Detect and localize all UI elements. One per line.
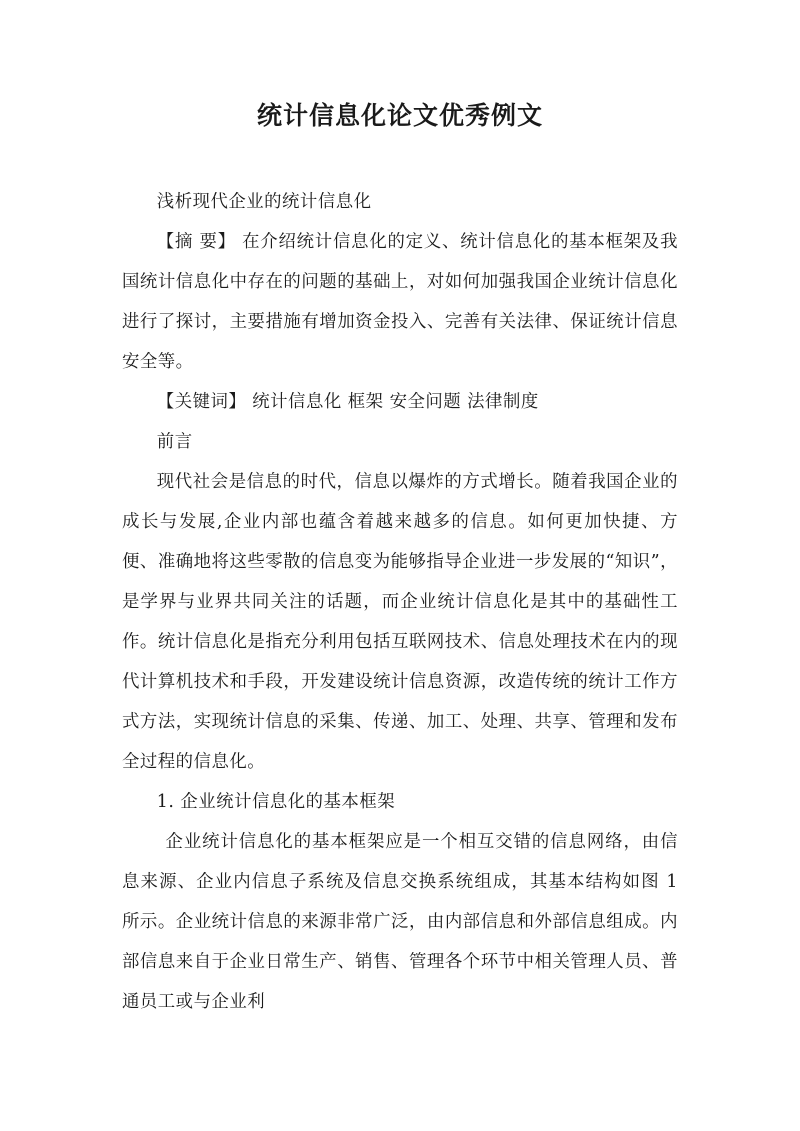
paragraph-section-heading: 1. 企业统计信息化的基本框架: [156, 792, 396, 812]
document-title: 统计信息化论文优秀例文: [256, 101, 543, 130]
document-body: [122, 182, 678, 1022]
paragraph-abstract: 【摘 要】 在介绍统计信息化的定义、统计信息化的基本框架及我国统计信息化中存在的问题的基础上，对如何加强我国企业统计信息化进行了探讨，主要措施有增加资金投入、完善有关法律、保证统计信息安全等。: [122, 232, 678, 372]
paragraph-preface-heading: 前言: [156, 432, 193, 452]
paragraph-keywords: 【关键词】 统计信息化 框架 安全问题 法律制度: [156, 392, 539, 412]
paragraph-subtitle: 浅析现代企业的统计信息化: [156, 192, 372, 212]
paragraph-section-body: 企业统计信息化的基本框架应是一个相互交错的信息网络，由信息来源、企业内信息子系统及信息交换系统组成，其基本结构如图 1 所示。企业统计信息的来源非常广泛，由内部信息和外部信息组成。内部信息来自于企业日常生产、销售、管理各个环节中相关管理人员、普通员工或与企业利: [122, 832, 678, 1012]
paragraph-preface: 现代社会是信息的时代，信息以爆炸的方式增长。随着我国企业的成长与发展,企业内部也蕴含着越来越多的信息。如何更加快捷、方便、准确地将这些零散的信息变为能够指导企业进一步发展的“知识”，是学界与业界共同关注的话题，而企业统计信息化是其中的基础性工作。统计信息化是指充分利用包括互联网技术、信息处理技术在内的现代计算机技术和手段，开发建设统计信息资源，改造传统的统计工作方式方法，实现统计信息的采集、传递、加工、处理、共享、管理和发布全过程的信息化。: [122, 472, 678, 772]
